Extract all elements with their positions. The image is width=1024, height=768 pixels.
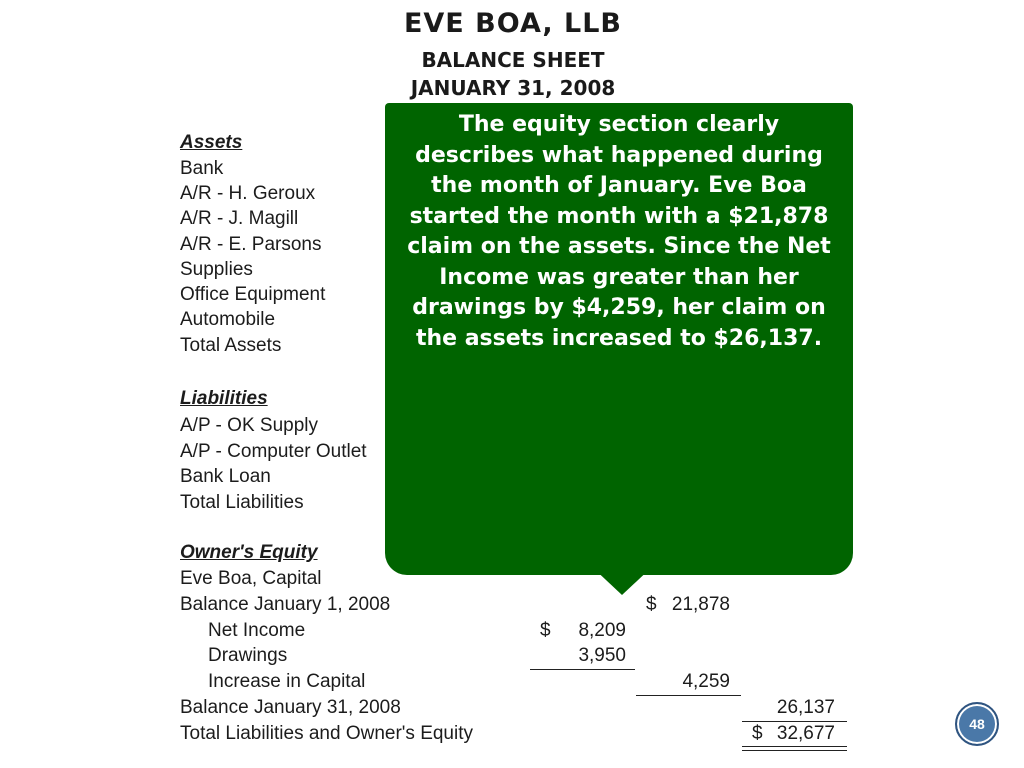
liabilities-heading: Liabilities [180, 388, 268, 409]
liability-item: A/P - Computer Outlet [180, 441, 367, 462]
liability-item: A/P - OK Supply [180, 415, 318, 436]
currency-symbol: $ [646, 594, 657, 615]
net-income-label: Net Income [208, 620, 306, 641]
asset-item: A/R - J. Magill [180, 208, 299, 229]
opening-balance-label: Balance January 1, 2008 [180, 594, 391, 615]
double-underline [742, 750, 847, 751]
asset-item: A/R - E. Parsons [180, 234, 322, 255]
asset-item: Supplies [180, 259, 253, 280]
asset-item: A/R - H. Geroux [180, 183, 316, 204]
drawings-label: Drawings [208, 645, 288, 666]
currency-symbol: $ [752, 723, 763, 744]
subtotal-rule [742, 721, 847, 722]
callout-text: The equity section clearly describes what happened during the month of January. Eve Boa started the month with a $21,878 claim on the assets. Since the Net Income was greater than her drawings by $4,259, her claim on the assets increased to $26,137. [407, 112, 831, 351]
total-liabilities-label: Total Liabilities [180, 492, 304, 513]
page-number-badge: 48 [955, 702, 999, 746]
subtotal-rule [636, 695, 741, 696]
total-assets-label: Total Assets [180, 335, 282, 356]
total-liabilities-equity-label: Total Liabilities and Owner's Equity [180, 723, 473, 744]
opening-balance-value: 21,878 [671, 594, 730, 615]
assets-heading: Assets [180, 132, 243, 153]
asset-item: Office Equipment [180, 284, 326, 305]
asset-item: Bank [180, 158, 224, 179]
explanation-callout [385, 103, 853, 575]
closing-balance-value: 26,137 [776, 697, 835, 718]
closing-balance-label: Balance January 31, 2008 [180, 697, 401, 718]
equity-heading: Owner's Equity [180, 542, 318, 563]
statement-date: JANUARY 31, 2008 [410, 76, 616, 100]
capital-label: Eve Boa, Capital [180, 568, 322, 589]
total-liabilities-equity-value: 32,677 [776, 723, 835, 744]
asset-item: Automobile [180, 309, 276, 330]
drawings-value: 3,950 [578, 645, 626, 666]
double-underline [742, 746, 847, 747]
callout-pointer [590, 565, 654, 595]
increase-capital-label: Increase in Capital [208, 671, 366, 692]
liability-item: Bank Loan [180, 466, 271, 487]
subtotal-rule [530, 669, 635, 670]
increase-capital-value: 4,259 [682, 671, 730, 692]
currency-symbol: $ [540, 620, 551, 641]
statement-title: BALANCE SHEET [421, 48, 605, 72]
net-income-value: 8,209 [578, 620, 626, 641]
company-name: EVE BOA, LLB [403, 8, 623, 39]
